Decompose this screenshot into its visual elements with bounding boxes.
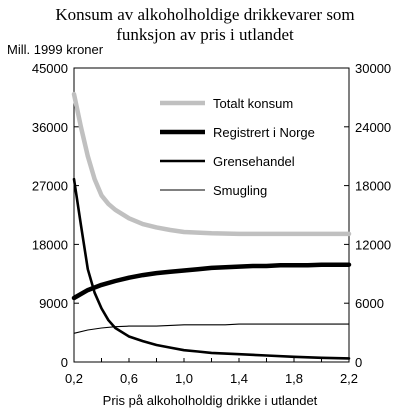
- legend: [160, 96, 315, 198]
- y-right-tick-label: 18000: [355, 178, 392, 194]
- y-left-tick-label: 9000: [39, 296, 68, 312]
- y-left-tick-label: 27000: [31, 178, 68, 194]
- x-axis-label: Pris på alkoholholdig drikke i utlandet: [102, 393, 318, 408]
- legend-label: Grensehandel: [213, 154, 295, 169]
- series-line: [74, 265, 349, 298]
- plot-frame: [74, 68, 349, 362]
- y-left-tick-label: 45000: [31, 61, 68, 76]
- y-axis-left-ticks: [32, 61, 79, 370]
- y-axis-left-label: Mill. 1999 kroner: [7, 42, 104, 57]
- x-tick-label: 0,6: [119, 371, 139, 386]
- y-axis-right-ticks: [344, 61, 391, 370]
- y-left-tick-label: 18000: [31, 237, 68, 253]
- y-right-tick-label: 12000: [355, 237, 392, 253]
- y-left-tick-label: 36000: [31, 119, 68, 135]
- x-tick-label: 1,8: [284, 371, 304, 386]
- x-tick-label: 1,0: [174, 371, 194, 386]
- chart-title-line-1: Konsum av alkoholholdige drikkevarer som: [55, 5, 355, 24]
- y-right-tick-label: 24000: [355, 119, 392, 135]
- x-tick-label: 1,4: [229, 371, 249, 386]
- legend-label: Registrert i Norge: [213, 125, 315, 140]
- x-tick-label: 2,2: [339, 371, 359, 386]
- x-tick-label: 0,2: [64, 371, 84, 386]
- y-right-tick-label: 30000: [355, 61, 392, 76]
- series-line: [74, 94, 349, 234]
- plot-border: [74, 68, 349, 362]
- legend-label: Smugling: [213, 183, 268, 198]
- y-left-tick-label: 0: [60, 355, 68, 370]
- y-right-tick-label: 0: [355, 355, 363, 370]
- chart-title-line-2: funksjon av pris i utlandet: [116, 25, 294, 44]
- legend-label: Totalt konsum: [213, 96, 294, 111]
- y-right-tick-label: 6000: [355, 296, 384, 312]
